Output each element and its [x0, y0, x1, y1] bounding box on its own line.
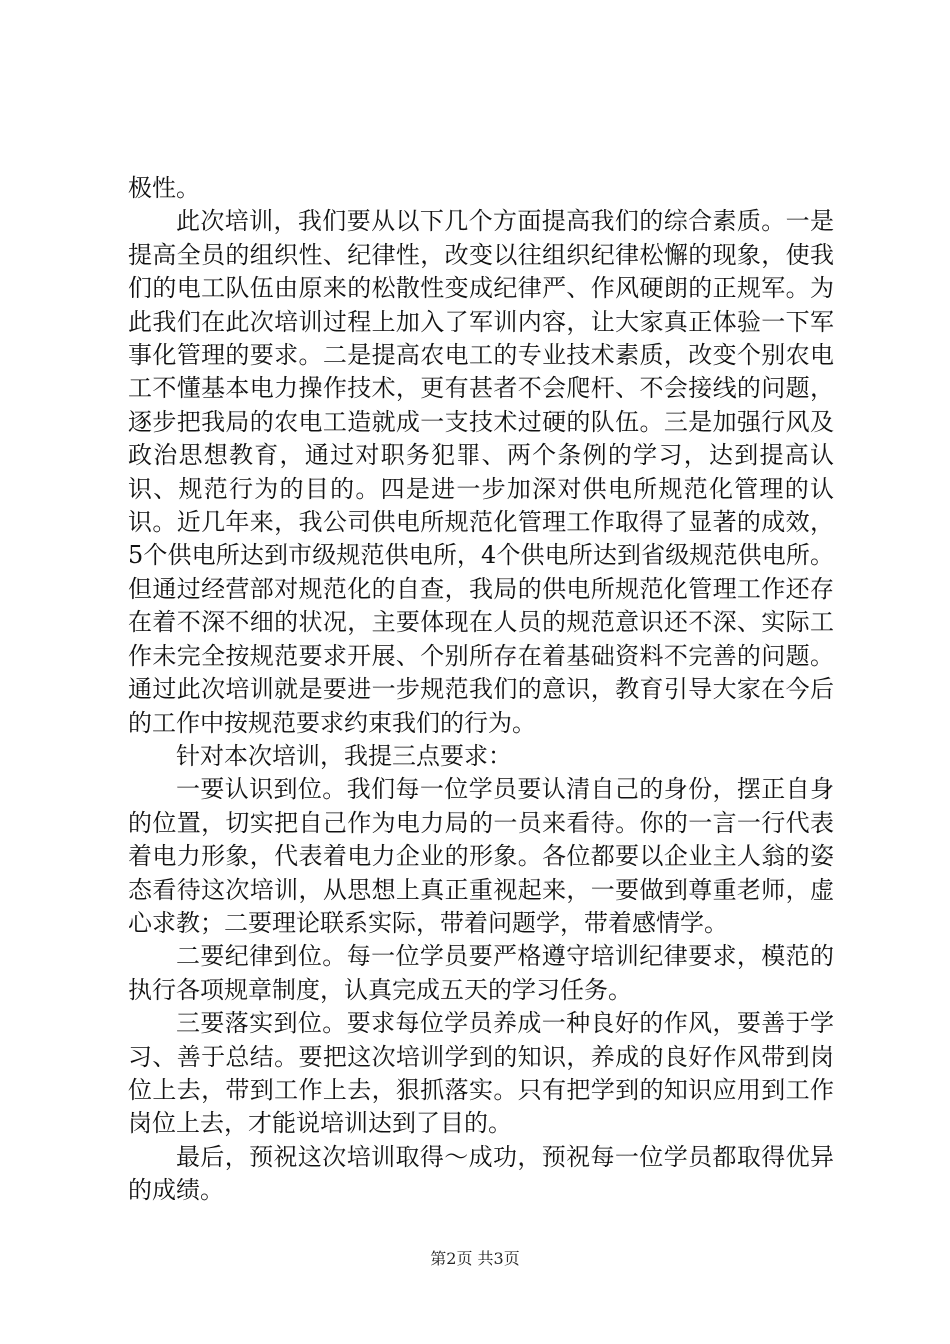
paragraph-requirement-2: 二要纪律到位。每一位学员要严格遵守培训纪律要求，模范的执行各项规章制度，认真完成五天的学习任务。	[128, 942, 834, 1004]
paragraph-requirement-3: 三要落实到位。要求每位学员养成一种良好的作风，要善于学习、善于总结。要把这次培训学到的知识，养成的良好作风带到岗位上去，带到工作上去，狠抓落实。只有把学到的知识应用到工作岗位上去，才能说培训达到了目的。	[128, 1009, 834, 1138]
paragraph-requirement-1: 一要认识到位。我们每一位学员要认清自己的身份，摆正自身的位置，切实把自己作为电力局的一员来看待。你的一言一行代表着电力形象，代表着电力企业的形象。各位都要以企业主人翁的姿态看待这次培训，从思想上真正重视起来，一要做到尊重老师，虚心求教；二要理论联系实际，带着问题学，带着感情学。	[128, 775, 834, 937]
paragraph-continuation: 极性。	[128, 174, 200, 202]
paragraph-closing: 最后，预祝这次培训取得～成功，预祝每一位学员都取得优异的成绩。	[128, 1142, 834, 1205]
page-number-footer: 第2页 共3页	[430, 1249, 520, 1268]
document-body	[128, 172, 834, 1208]
paragraph-requirements-intro: 针对本次培训，我提三点要求：	[176, 741, 512, 770]
paragraph-training-aims: 此次培训，我们要从以下几个方面提高我们的综合素质。一是提高全员的组织性、纪律性，改变以往组织纪律松懈的现象，使我们的电工队伍由原来的松散性变成纪律严、作风硬朗的正规军。为此我们在此次培训过程上加入了军训内容，让大家真正体验一下军事化管理的要求。二是提高农电工的专业技术素质，改变个别农电工不懂基本电力操作技术，更有甚者不会爬杆、不会接线的问题，逐步把我局的农电工造就成一支技术过硬的队伍。三是加强行风及政治思想教育，通过对职务犯罪、两个条例的学习，达到提高认识、规范行为的目的。四是进一步加深对供电所规范化管理的认识。近几年来，我公司供电所规范化管理工作取得了显著的成效，5个供电所达到市级规范供电所，4个供电所达到省级规范供电所。但通过经营部对规范化的自查，我局的供电所规范化管理工作还存在着不深不细的状况，主要体现在人员的规范意识还不深、实际工作未完全按规范要求开展、个别所存在着基础资料不完善的问题。通过此次培训就是要进一步规范我们的意识，教育引导大家在今后的工作中按规范要求约束我们的行为。	[128, 207, 834, 737]
